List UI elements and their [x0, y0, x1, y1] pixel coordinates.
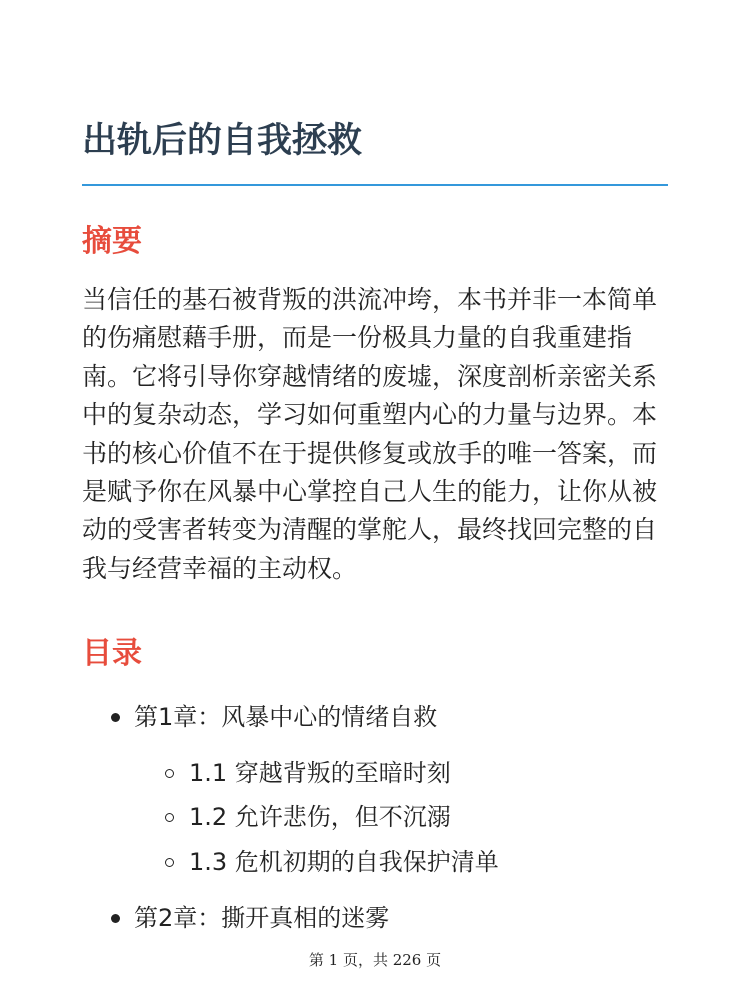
bullet-disc-icon [111, 914, 120, 923]
toc-chapter-2: 第2章：撕开真相的迷雾 [134, 904, 390, 932]
summary-heading: 摘要 [82, 224, 142, 259]
toc-section-1-2: 1.2 允许悲伤，但不沉溺 [189, 803, 451, 831]
toc-chapter-1: 第1章：风暴中心的情绪自救 [134, 703, 438, 731]
bullet-circle-icon [165, 813, 174, 822]
bullet-disc-icon [111, 713, 120, 722]
page-footer: 第 1 页，共 226 页 [308, 951, 442, 969]
document-title: 出轨后的自我拯救 [82, 121, 363, 161]
toc-section-1-1: 1.1 穿越背叛的至暗时刻 [189, 759, 451, 787]
summary-paragraph: 当信任的基石被背叛的洪流冲垮，本书并非一本简单的伤痛慰藉手册，而是一份极具力量的自我重建指南。它将引导你穿越情绪的废墟，深度剖析亲密关系中的复杂动态，学习如何重塑内心的力量与边界。本书的核心价值不在于提供修复或放手的唯一答案，而是赋予你在风暴中心掌控自己人生的能力，让你从被动的受害者转变为清醒的掌舵人，最终找回完整的自我与经营幸福的主动权。 [82, 285, 658, 583]
bullet-circle-icon [165, 858, 174, 867]
toc-section-1-3: 1.3 危机初期的自我保护清单 [189, 848, 499, 876]
bullet-circle-icon [165, 769, 174, 778]
toc-heading: 目录 [82, 636, 142, 671]
title-divider [82, 184, 668, 186]
